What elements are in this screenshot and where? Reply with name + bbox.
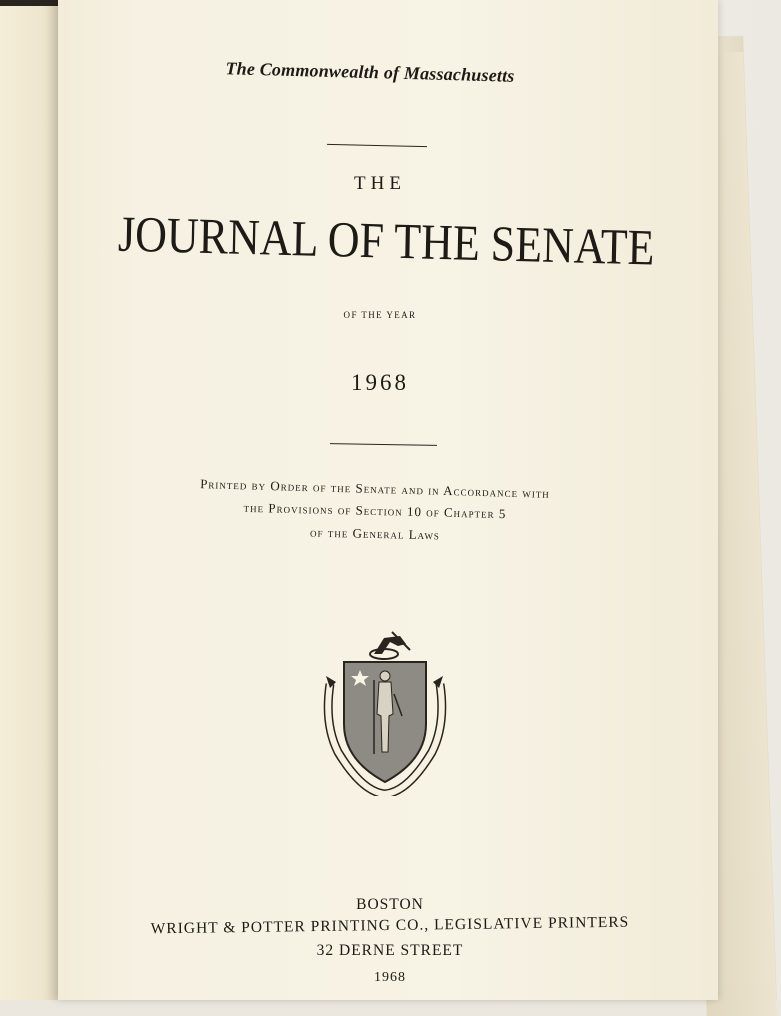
year: 1968 xyxy=(351,370,409,395)
printed-line-2: the Provisions of Section 10 of Chapter 5 xyxy=(243,499,507,522)
divider xyxy=(330,443,437,446)
year-label: OF THE YEAR xyxy=(343,310,417,320)
imprint-city: BOSTON xyxy=(356,896,424,913)
printed-line-1: Printed by Order of the Senate and in Accordance with xyxy=(199,476,551,501)
divider xyxy=(327,144,427,147)
commonwealth-heading: The Commonwealth of Massachusetts xyxy=(225,58,515,86)
imprint-street: 32 DERNE STREET xyxy=(316,942,464,959)
journal-title: JOURNAL OF THE SENATE xyxy=(117,205,656,277)
imprint-year: 1968 xyxy=(374,970,406,985)
the-label: THE xyxy=(354,173,406,194)
printed-line-3: of the General Laws xyxy=(309,524,441,543)
massachusetts-seal-icon xyxy=(322,624,447,796)
imprint-printer: WRIGHT & POTTER PRINTING CO., LEGISLATIVE PRINTERS xyxy=(150,913,630,938)
